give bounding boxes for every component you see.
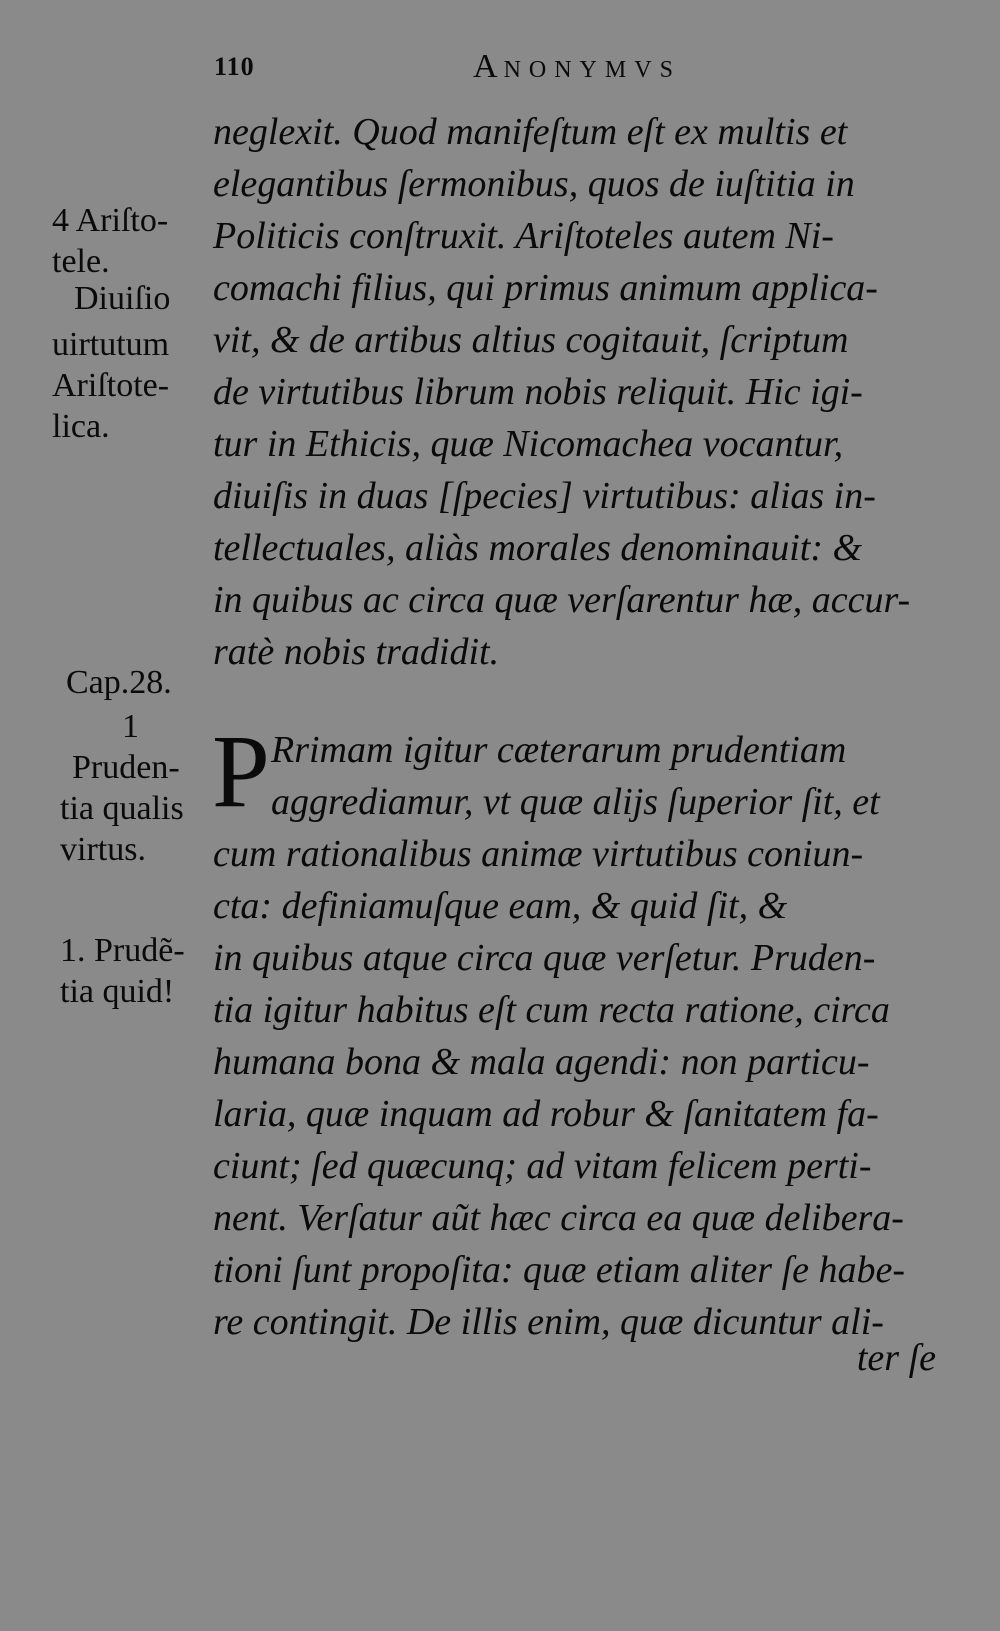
margin-note-line: 1. Prudẽ- [60, 932, 185, 969]
paragraph-1 [213, 106, 933, 678]
text-line: tia igitur habitus eſt cum recta ratione, circa [213, 989, 890, 1031]
margin-note-line: 4 Ariſto- [52, 202, 169, 239]
margin-note-chapter [66, 662, 172, 703]
text-line: diuiſis in duas [ſpecies] virtutibus: alias in- [213, 475, 876, 517]
margin-note-line: lica. [52, 408, 110, 445]
text-line: Rrimam igitur cæterarum prudentiam [271, 729, 847, 771]
text-line: de virtutibus librum nobis reliquit. Hic igi- [213, 371, 863, 413]
margin-note-line: Diuiſio [74, 280, 171, 317]
text-line: elegantibus ſermonibus, quos de iuſtitia in [213, 163, 855, 205]
margin-note-line: Ariſtote- [52, 367, 170, 404]
paragraph-2 [212, 714, 933, 1348]
chapter-label: Cap.28. [66, 664, 172, 701]
text-line: cum rationalibus animæ virtutibus coniun- [213, 833, 864, 875]
text-line: nent. Verſatur aũt hæc circa ea quæ delibera- [213, 1197, 904, 1239]
margin-note-diuisio-cont [52, 324, 169, 447]
margin-note-prudentia [52, 706, 184, 870]
margin-note-line: virtus. [60, 831, 146, 868]
running-head-rest: NONYMVS [503, 57, 681, 83]
drop-cap: P [212, 714, 270, 829]
text-line: re contingit. De illis enim, quæ dicuntur ali- [213, 1301, 884, 1343]
text-line: neglexit. Quod manifeſtum eſt ex multis et [213, 111, 848, 153]
text-line: in quibus ac circa quæ verſarentur hæ, accur- [213, 579, 911, 621]
margin-note-line: Pruden- [72, 749, 180, 786]
margin-note-prudentia-quid [60, 930, 185, 1012]
margin-note-line: tia qualis [60, 790, 184, 827]
text-line: laria, quæ inquam ad robur & ſanitatem fa- [213, 1093, 879, 1135]
page-header [210, 48, 770, 88]
margin-note-line: uirtutum [52, 326, 170, 363]
text-line: tur in Ethicis, quæ Nicomachea vocantur, [213, 423, 844, 465]
text-line: humana bona & mala agendi: non particu- [213, 1041, 870, 1083]
text-line: comachi filius, qui primus animum applica- [213, 267, 878, 309]
text-line: cta: definiamuſque eam, & quid ſit, & [213, 885, 788, 927]
margin-note-aristotele [52, 200, 168, 282]
running-head [473, 48, 681, 86]
text-line: Politicis conſtruxit. Ariſtoteles autem Ni- [213, 215, 834, 257]
catchword: ter ſe [856, 1337, 936, 1379]
text-line: aggrediamur, vt quæ alijs ſuperior ſit, et [271, 781, 880, 823]
text-line: ratè nobis tradidit. [213, 631, 500, 673]
running-head-initial: A [473, 48, 504, 85]
text-line: ciunt; ſed quæcunq; ad vitam felicem perti- [213, 1145, 872, 1187]
text-line: tioni ſunt propoſita: quæ etiam aliter ſe habe- [213, 1249, 906, 1291]
margin-note-diuisio [74, 278, 170, 319]
text-line: in quibus atque circa quæ verſetur. Pruden- [213, 937, 876, 979]
margin-note-line: tia quid! [60, 973, 175, 1010]
text-line: tellectuales, aliàs morales denominauit: & [213, 527, 863, 569]
page-number: 110 [214, 52, 255, 81]
margin-note-line: 1 [122, 708, 139, 745]
text-line: vit, & de artibus altius cogitauit, ſcriptum [213, 319, 849, 361]
margin-note-line: tele. [52, 243, 110, 280]
